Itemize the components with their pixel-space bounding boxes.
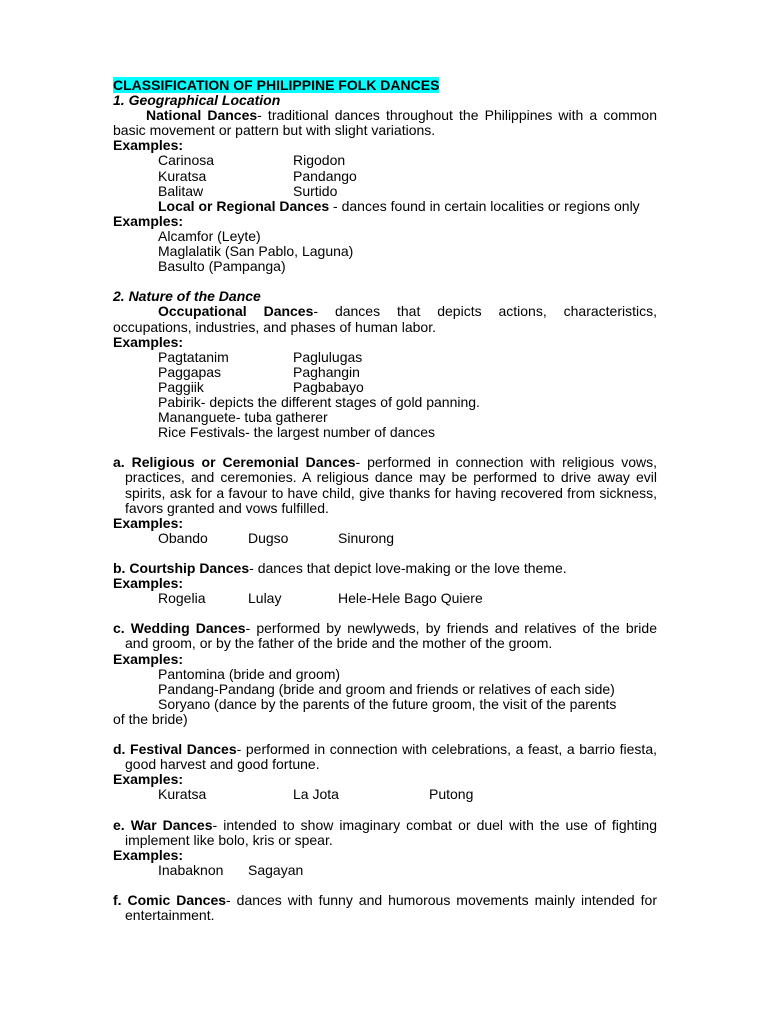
example-item: Dugso: [248, 529, 289, 546]
example-item: Paghangin: [293, 363, 360, 380]
examples-label: Examples:: [113, 514, 184, 531]
example-item: Kuratsa: [158, 786, 207, 803]
examples-label: Examples:: [113, 212, 184, 229]
example-item: Maglalatik (San Pablo, Laguna): [158, 243, 354, 260]
example-item: La Jota: [293, 786, 339, 803]
examples-label: Examples:: [113, 650, 184, 667]
example-item: Inabaknon: [158, 861, 224, 878]
example-item: Balitaw: [158, 182, 204, 199]
doc-title: CLASSIFICATION OF PHILIPPINE FOLK DANCES: [113, 77, 440, 93]
example-item: Carinosa: [158, 152, 215, 169]
examples-label: Examples:: [113, 137, 184, 154]
religious-dances-paragraph: [113, 455, 657, 515]
section-1-heading: 1. Geographical Location: [113, 92, 281, 109]
occupational-dances-term: Occupational Dances: [158, 303, 314, 320]
example-item: Sinurong: [338, 529, 395, 546]
spacer: [113, 803, 657, 818]
festival-dances-term: d. Festival Dances: [113, 741, 237, 758]
examples-label: Examples:: [113, 575, 184, 592]
local-dances-term: Local or Regional Dances: [158, 197, 330, 214]
example-item: Paggapas: [158, 363, 222, 380]
courtship-dances-term: b. Courtship Dances: [113, 560, 250, 576]
example-note: Rice Festivals- the largest number of dances: [158, 424, 436, 441]
document-body: [113, 78, 657, 923]
example-item: Putong: [429, 786, 474, 803]
national-dances-paragraph: [113, 108, 657, 138]
national-dances-desc: - traditional dances throughout the Philippines with a common basic movement or pattern but with slight variations.: [113, 107, 658, 139]
comic-dances-paragraph: [113, 893, 657, 923]
local-dances-paragraph: [113, 199, 657, 214]
example-row: [113, 365, 657, 380]
example-item: Surtido: [293, 182, 338, 199]
example-item: Paglulugas: [293, 348, 363, 365]
example-item: Pandang-Pandang (bride and groom and friends or relatives of each side): [158, 680, 615, 697]
wedding-dances-desc: - performed by newlyweds, by friends and relatives of the bride and groom, or by the father of the bride and the mother of the groom.: [125, 620, 657, 652]
occupational-dances-desc: - dances that depicts actions, characteristics, occupations, industries, and phases of human labor.: [113, 303, 657, 335]
example-item: Pagbabayo: [293, 378, 364, 395]
examples-label: Examples:: [113, 846, 184, 863]
example-item: Soryano (dance by the parents of the future groom, the visit of the parents: [158, 695, 617, 712]
example-item: Rigodon: [293, 152, 346, 169]
example-item: Paggiik: [158, 378, 204, 395]
example-row: [113, 153, 657, 168]
spacer: [113, 274, 657, 289]
example-row: [113, 863, 657, 878]
example-row: [113, 169, 657, 184]
spacer: [113, 546, 657, 561]
spacer: [113, 727, 657, 742]
example-row: [113, 184, 657, 199]
example-note: Pabirik- depicts the different stages of gold panning.: [158, 393, 480, 410]
examples-label: Examples:: [113, 771, 184, 788]
section-2-heading: 2. Nature of the Dance: [113, 288, 261, 305]
occupational-dances-paragraph: [113, 304, 657, 334]
spacer: [113, 878, 657, 893]
national-dances-term: National Dances: [146, 107, 258, 124]
example-row: [113, 531, 657, 546]
example-item: Alcamfor (Leyte): [158, 227, 261, 244]
example-item: Pagtatanim: [158, 348, 229, 365]
local-dances-desc: - dances found in certain localities or regions only: [329, 197, 640, 214]
example-item: Basulto (Pampanga): [158, 258, 286, 275]
courtship-dances-paragraph: [113, 561, 657, 576]
examples-label: Examples:: [113, 333, 184, 350]
example-item: Sagayan: [248, 861, 304, 878]
example-row: [113, 380, 657, 395]
war-dances-desc: - intended to show imaginary combat or duel with the use of fighting implement like bolo, kris or spear.: [125, 816, 657, 848]
festival-dances-paragraph: [113, 742, 657, 772]
courtship-dances-desc: - dances that depict love-making or the love theme.: [249, 560, 567, 576]
festival-dances-desc: - performed in connection with celebrations, a feast, a barrio fiesta, good harvest and good fortune.: [125, 741, 657, 773]
example-item: Pandango: [293, 167, 357, 184]
war-dances-paragraph: [113, 818, 657, 848]
example-item: Pantomina (bride and groom): [158, 665, 341, 682]
example-row: [113, 591, 657, 606]
wedding-dances-term: c. Wedding Dances: [113, 620, 246, 637]
religious-dances-term: a. Religious or Ceremonial Dances: [113, 454, 356, 471]
comic-dances-term: f. Comic Dances: [113, 892, 227, 909]
war-dances-term: e. War Dances: [113, 816, 213, 833]
example-row: [113, 350, 657, 365]
example-item: Rogelia: [158, 590, 206, 607]
comic-dances-desc: - dances with funny and humorous movements mainly intended for entertainment.: [125, 892, 657, 924]
title-line: [113, 78, 657, 93]
wedding-dances-paragraph: [113, 621, 657, 651]
religious-dances-desc: - performed in connection with religious vows, practices, and ceremonies. A religious dance may be performed to drive away evil spirits, ask for a favour to have child, give thanks for having recovered from sickness, favors granted and vows fulfilled.: [125, 454, 657, 516]
example-item: Hele-Hele Bago Quiere: [338, 590, 483, 607]
example-note: Mananguete- tuba gatherer: [158, 409, 328, 426]
spacer: [113, 440, 657, 455]
spacer: [113, 606, 657, 621]
example-item: Obando: [158, 529, 208, 546]
example-row: [113, 787, 657, 802]
example-item-continued: of the bride): [113, 710, 188, 727]
example-item: Kuratsa: [158, 167, 207, 184]
example-item: Lulay: [248, 590, 282, 607]
